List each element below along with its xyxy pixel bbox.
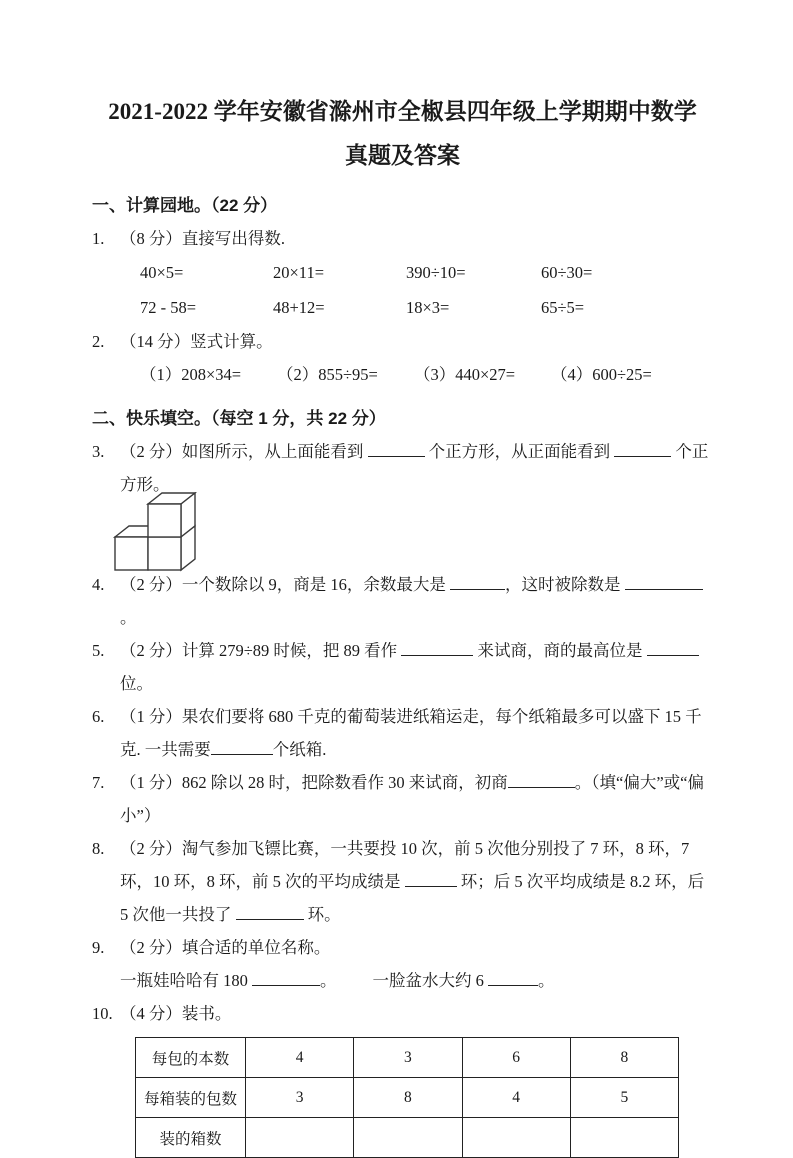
question-6-seg1: （1 分）果农们要将 680 千克的葡萄装进纸箱运走，每个纸箱最多可以盛下 15 千克. 一共需要 [120, 707, 702, 759]
question-4-text [120, 568, 713, 634]
vertical-calculation-items [92, 358, 713, 391]
table-row-books-per-pack [136, 1038, 679, 1078]
question-1-number: 1. [92, 229, 105, 248]
question-3-seg2: 个正方形，从正面能看到 [424, 442, 615, 461]
table-cell: 3 [246, 1078, 354, 1118]
question-8-text [120, 832, 713, 931]
cube-stack-icon [113, 492, 213, 574]
oral-calculation-row-1 [92, 255, 713, 290]
question-7-seg1: （1 分）862 除以 28 时，把除数看作 30 来试商，初商 [120, 773, 508, 792]
table-cell: 3 [354, 1038, 462, 1078]
question-7 [92, 766, 713, 832]
question-2-text: （14 分）竖式计算。 [120, 332, 273, 351]
equation: 40×5= [140, 263, 184, 282]
row-label: 每包的本数 [136, 1038, 246, 1078]
question-5-number: 5. [92, 641, 105, 660]
table-cell-empty [462, 1118, 570, 1158]
question-6 [92, 700, 713, 766]
section-2-heading: 二、快乐填空。（每空 1 分，共 22 分） [92, 409, 386, 428]
answer-blank [401, 640, 473, 657]
question-10-text: （4 分）装书。 [120, 1004, 232, 1023]
equation: 72 - 58= [140, 298, 197, 317]
question-7-number: 7. [92, 773, 105, 792]
exam-title-line1: 2021-2022 学年安徽省滁州市全椒县四年级上学期期中数学 [108, 99, 697, 124]
cube-stack-figure [113, 492, 713, 572]
answer-blank [625, 574, 703, 591]
question-9-unit1-text: 一瓶娃哈哈有 180 [120, 971, 252, 990]
answer-blank [252, 970, 320, 987]
question-8-seg2: 环；后 5 次平均成绩是 8.2 环，后 5 次他一共投了 [120, 872, 705, 924]
question-8-number: 8. [92, 839, 105, 858]
question-5-text [120, 634, 713, 700]
answer-blank [647, 640, 699, 657]
table-cell: 8 [354, 1078, 462, 1118]
row-label: 每箱装的包数 [136, 1078, 246, 1118]
equation: （1）208×34= [140, 365, 242, 384]
question-1 [92, 222, 713, 255]
question-6-number: 6. [92, 707, 105, 726]
answer-blank [405, 871, 457, 888]
equation: 65÷5= [541, 298, 585, 317]
equation: 60÷30= [541, 263, 593, 282]
table-row-packs-per-box [136, 1078, 679, 1118]
question-7-text [120, 766, 713, 832]
question-3-seg3: 个正方形。 [120, 442, 709, 494]
table-cell: 4 [246, 1038, 354, 1078]
question-7-seg2: 。（填“偏大”或“偏小”） [120, 773, 704, 825]
exam-title [92, 0, 713, 178]
answer-blank [211, 739, 273, 756]
equation: 48+12= [273, 298, 325, 317]
book-packing-table [135, 1037, 679, 1158]
question-1-text: （8 分）直接写出得数. [120, 229, 285, 248]
question-9-text: （2 分）填合适的单位名称。 [120, 938, 331, 957]
question-8-seg1: （2 分）淘气参加飞镖比赛，一共要投 10 次，前 5 次他分别投了 7 环，8 环，7 环，10 环，8 环，前 5 次的平均成绩是 [120, 839, 690, 891]
question-3-number: 3. [92, 442, 105, 461]
answer-blank [368, 441, 425, 458]
question-2 [92, 325, 713, 358]
question-3-seg1: （2 分）如图所示，从上面能看到 [120, 442, 368, 461]
table-cell: 4 [462, 1078, 570, 1118]
question-8-seg3: 环。 [303, 905, 341, 924]
question-9-unit2-period: 。 [538, 971, 555, 990]
question-4-seg3: 。 [120, 608, 137, 627]
equation: （3）440×27= [414, 365, 516, 384]
question-9-unit1-period: 。 [320, 971, 337, 990]
table-cell: 6 [462, 1038, 570, 1078]
answer-blank [236, 904, 304, 921]
question-9-number: 9. [92, 938, 105, 957]
answer-blank [488, 970, 538, 987]
table-row-boxes-count [136, 1118, 679, 1158]
question-6-seg2: 个纸箱. [272, 740, 327, 759]
equation: 390÷10= [406, 263, 466, 282]
question-8 [92, 832, 713, 931]
question-5 [92, 634, 713, 700]
exam-title-line2: 真题及答案 [345, 143, 460, 168]
answer-blank [508, 772, 575, 789]
question-9 [92, 931, 713, 964]
question-9-unit2-text: 一脸盆水大约 6 [372, 971, 488, 990]
equation: 18×3= [406, 298, 450, 317]
question-4 [92, 568, 713, 634]
answer-blank [614, 441, 671, 458]
table-cell-empty [246, 1118, 354, 1158]
section-1-heading: 一、计算园地。（22 分） [92, 196, 278, 215]
question-4-seg2: ，这时被除数是 [505, 575, 625, 594]
question-5-seg2: 来试商，商的最高位是 [473, 641, 647, 660]
equation: 20×11= [273, 263, 324, 282]
equation: （4）600÷25= [551, 365, 652, 384]
oral-calculation-row-2 [92, 290, 713, 325]
question-10-number: 10. [92, 1004, 113, 1023]
question-5-seg1: （2 分）计算 279÷89 时候，把 89 看作 [120, 641, 402, 660]
question-10 [92, 997, 713, 1030]
table-cell-empty [354, 1118, 462, 1158]
row-label: 装的箱数 [136, 1118, 246, 1158]
question-2-number: 2. [92, 332, 105, 351]
table-cell: 8 [570, 1038, 678, 1078]
table-cell-empty [570, 1118, 678, 1158]
question-9-units-line [92, 964, 713, 997]
equation: （2）855÷95= [277, 365, 378, 384]
table-cell: 5 [570, 1078, 678, 1118]
question-6-text [120, 700, 713, 766]
question-9-units-text [120, 964, 713, 997]
answer-blank [450, 574, 505, 591]
question-4-number: 4. [92, 575, 105, 594]
question-5-seg3: 位。 [120, 674, 153, 693]
question-4-seg1: （2 分）一个数除以 9，商是 16，余数最大是 [120, 575, 450, 594]
